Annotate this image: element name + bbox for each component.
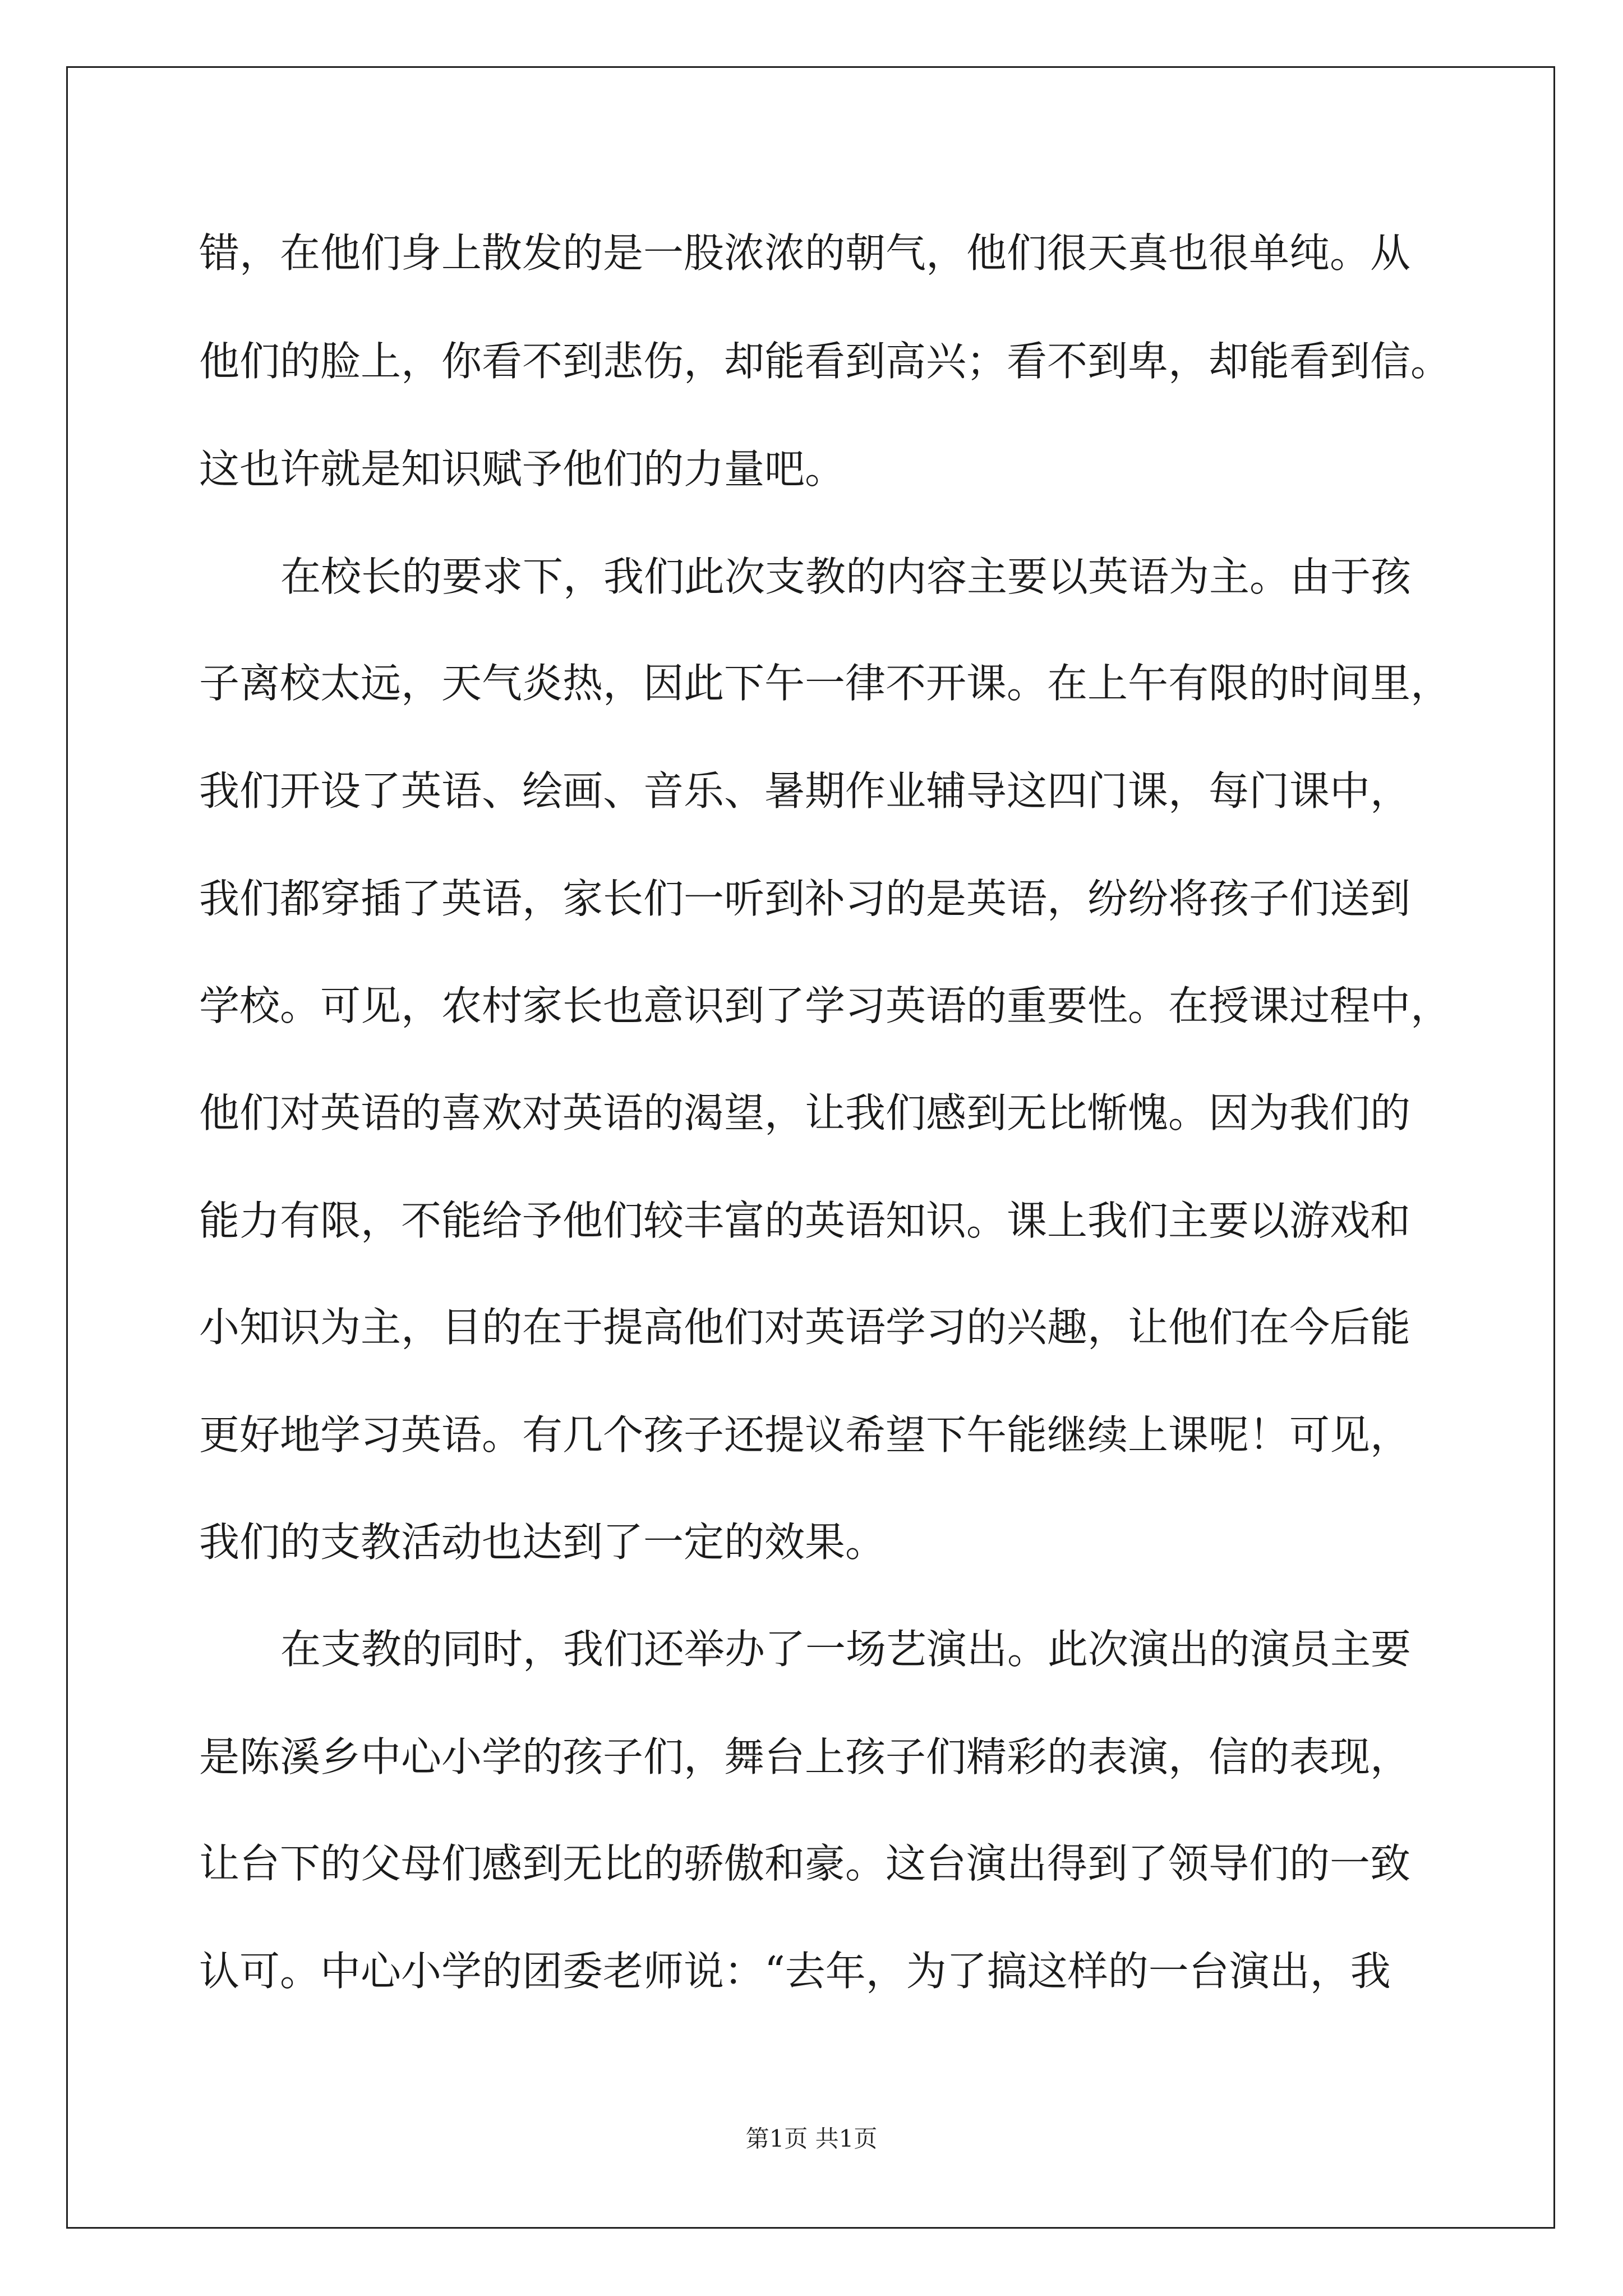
text-line: 在支教的同时，我们还举办了一场艺演出。此次演出的演员主要 <box>280 1626 1412 1673</box>
text-line: 认可。中心小学的团委老师说：“去年，为了搞这样的一台演出，我 <box>199 1948 1391 1995</box>
text-line: 小知识为主，目的在于提高他们对英语学习的兴趣，让他们在今后能 <box>199 1304 1411 1351</box>
text-line: 子离校太远，天气炎热，因此下午一律不开课。在上午有限的时间里， <box>199 660 1451 707</box>
text-line: 在校长的要求下，我们此次支教的内容主要以英语为主。由于孩 <box>280 553 1412 600</box>
page-number-footer: 第1页 共1页 <box>745 2125 878 2152</box>
text-line: 这也许就是知识赋予他们的力量吧。 <box>199 445 846 493</box>
text-line: 学校。可见，农村家长也意识到了学习英语的重要性。在授课过程中， <box>199 982 1451 1029</box>
text-line: 能力有限，不能给予他们较丰富的英语知识。课上我们主要以游戏和 <box>199 1197 1411 1244</box>
text-line: 我们开设了英语、绘画、音乐、暑期作业辅导这四门课，每门课中， <box>199 767 1411 815</box>
text-line: 他们的脸上，你看不到悲伤，却能看到高兴；看不到卑，却能看到信。 <box>199 338 1451 385</box>
text-line: 我们都穿插了英语，家长们一听到补习的是英语，纷纷将孩子们送到 <box>199 875 1411 922</box>
text-line: 是陈溪乡中心小学的孩子们，舞台上孩子们精彩的表演，信的表现， <box>199 1733 1411 1780</box>
text-line: 让台下的父母们感到无比的骄傲和豪。这台演出得到了领导们的一致 <box>199 1840 1411 1887</box>
text-line: 错，在他们身上散发的是一股浓浓的朝气，他们很天真也很单纯。从 <box>199 229 1411 277</box>
text-line: 更好地学习英语。有几个孩子还提议希望下午能继续上课呢！可见， <box>199 1411 1411 1458</box>
text-line: 他们对英语的喜欢对英语的渴望，让我们感到无比惭愧。因为我们的 <box>199 1089 1411 1137</box>
text-line: 我们的支教活动也达到了一定的效果。 <box>199 1519 886 1566</box>
page-border <box>66 66 1555 2229</box>
